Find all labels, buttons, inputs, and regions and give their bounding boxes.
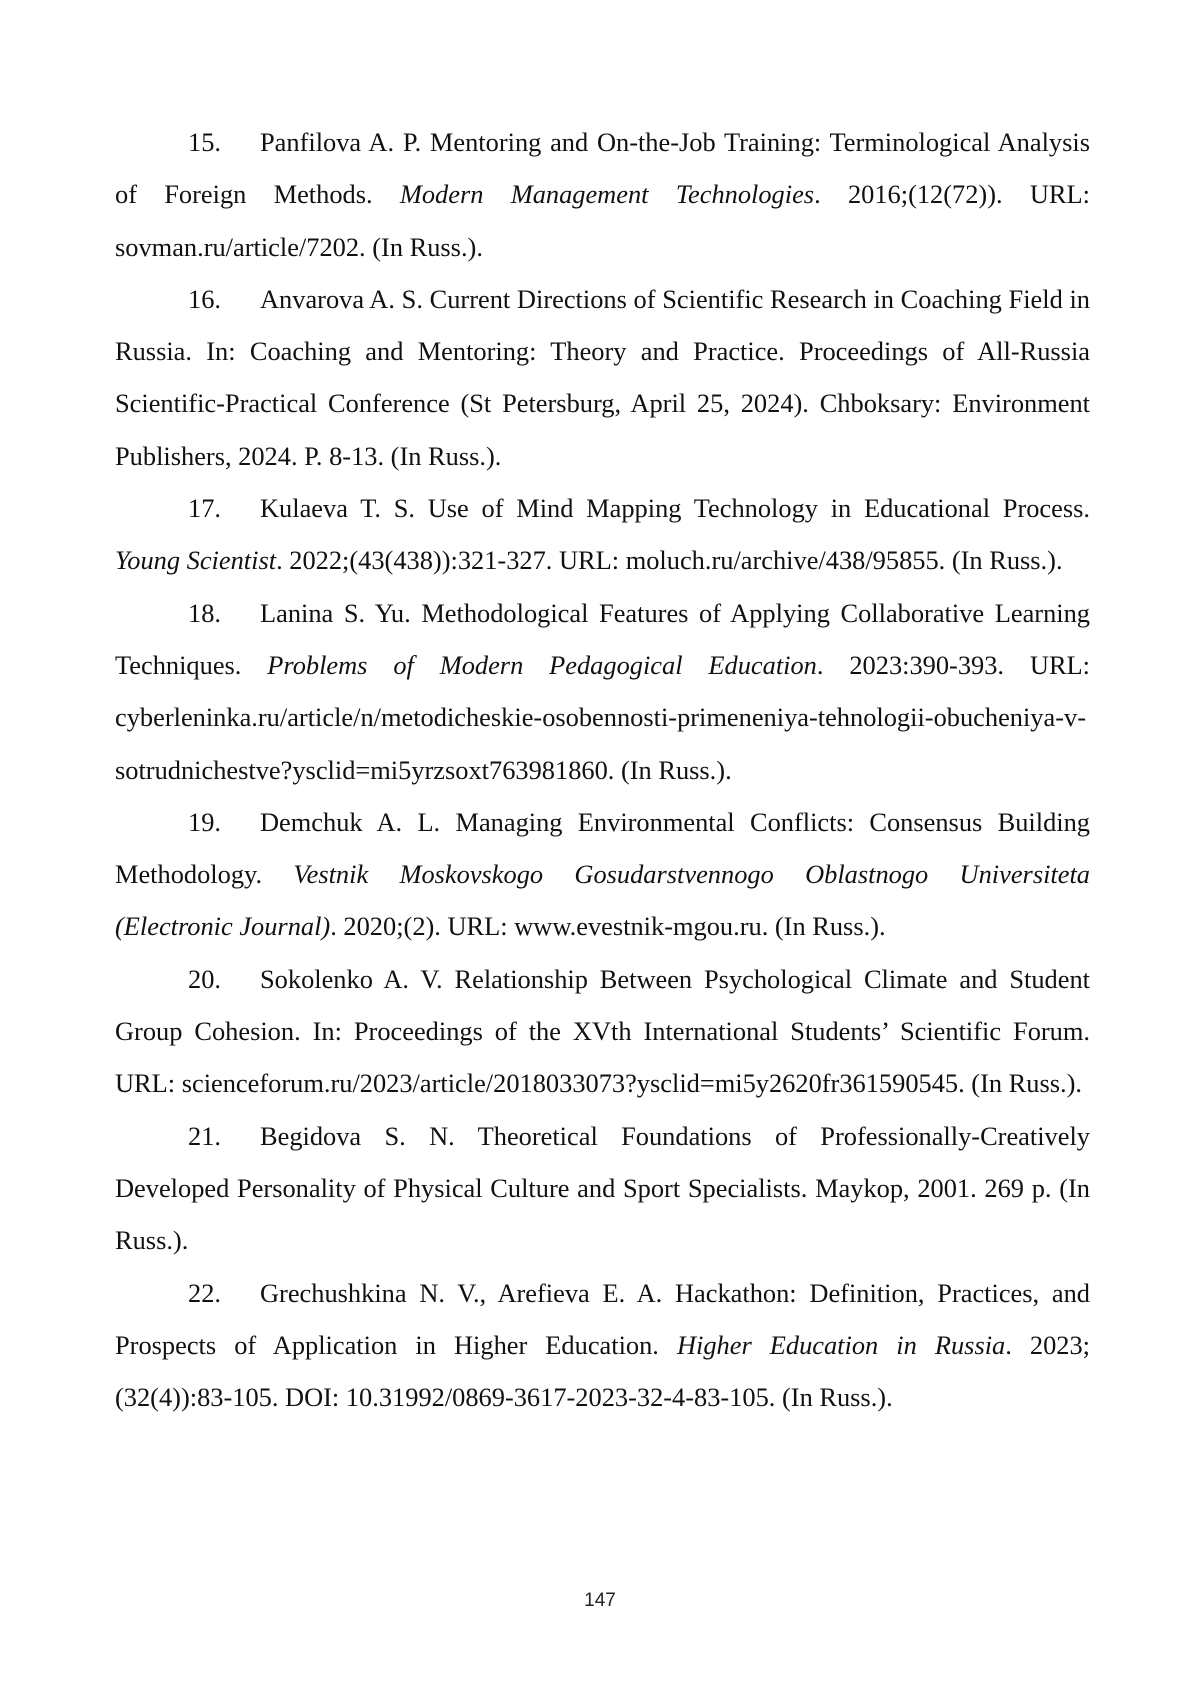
reference-text: Lanina S. Yu. Methodological Features of Applying Collaborative Learning Techniques. [115,597,1090,680]
reference-text: Grechushkina N. V., Arefieva E. A. Hackathon: Definition, Practices, and Prospects of Application in Higher Education. [115,1277,1090,1360]
reference-item-16 [115,273,1090,482]
reference-details: . 2023:390-393. URL: cyberleninka.ru/article/n/metodicheskie-osobennosti-primeneniya-tehnologii-obucheniya-v-sotrudnichestve?ysclid=mi5yrzsoxt763981860. (In Russ.). [115,649,1091,785]
reference-item-15 [115,116,1090,273]
reference-details: . 2022;(43(438)):321-327. URL: moluch.ru/archive/438/95855. (In Russ.). [276,545,1063,576]
reference-item-17 [115,482,1090,587]
reference-number: 16. [188,283,221,314]
reference-text: Anvarova A. S. Current Directions of Scientific Research in Coaching Field in Russia. In: Coaching and Mentoring: Theory and Practice. Proceedings of All-Russia Scientific-Practical Conference (St Petersburg, April 25, 2024). Chboksary: Environment Publishers, 2024. P. 8-13. (In Russ.). [115,283,1090,471]
reference-item-18 [115,587,1090,796]
reference-journal-title: Young Scientist [115,545,277,576]
reference-journal-title: Higher Education in Russia [676,1329,1006,1360]
reference-list [115,116,1090,1423]
reference-number: 18. [188,597,221,628]
reference-number: 15. [188,127,221,157]
reference-number: 19. [188,806,221,837]
reference-details: . 2016;(12(72)). URL: sovman.ru/article/7202. (In Russ.). [115,179,1090,262]
page-number: 147 [584,1590,616,1611]
reference-journal-title: Vestnik Moskovskogo Gosudarstvennogo Oblastnogo Universiteta (Electronic Journal) [115,859,1090,942]
reference-item-21 [115,1110,1090,1267]
reference-text: Sokolenko A. V. Relationship Between Psychological Climate and Student Group Cohesion. In: Proceedings of the XVth International Students’ Scientific Forum. URL: scienceforum.ru/2023/article/2018033073?ysclid=mi5y2620fr361590545. (In Russ.). [115,963,1090,1099]
reference-number: 21. [188,1120,221,1151]
reference-item-22 [115,1267,1090,1424]
reference-journal-title: Modern Management Technologies [399,179,815,210]
reference-text: Kulaeva T. S. Use of Mind Mapping Technology in Educational Process. [260,493,1090,524]
reference-item-20 [115,953,1090,1110]
reference-number: 17. [188,493,221,524]
reference-journal-title: Problems of Modern Pedagogical Education [267,649,817,680]
reference-details: . 2020;(2). URL: www.evestnik-mgou.ru. (In Russ.). [330,911,886,942]
reference-text: Demchuk A. L. Managing Environmental Conflicts: Consensus Building Methodology. [115,806,1090,890]
reference-item-19 [115,796,1090,953]
reference-number: 20. [188,963,221,994]
reference-number: 22. [188,1277,221,1308]
reference-details: . 2023;(32(4)):83-105. DOI: 10.31992/0869-3617-2023-32-4-83-105. (In Russ.). [115,1329,1091,1413]
reference-text: Panfilova A. P. Mentoring and On-the-Job Training: Terminological Analysis of Foreign Methods. [115,127,1090,210]
reference-text: Begidova S. N. Theoretical Foundations of Professionally-Creatively Developed Personality of Physical Culture and Sport Specialists. Maykop, 2001. 269 p. (In Russ.). [115,1120,1090,1256]
